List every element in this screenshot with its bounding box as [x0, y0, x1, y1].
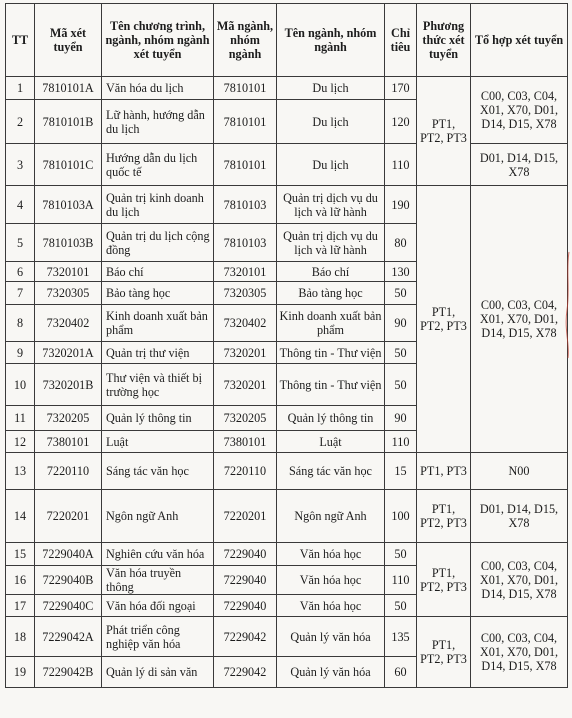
cell-ma-nganh: 7320201	[214, 342, 277, 364]
cell-tt: 3	[6, 144, 35, 186]
cell-ten-nganh: Du lịch	[277, 100, 385, 144]
header-ma-xet-tuyen: Mã xét tuyển	[35, 4, 102, 77]
cell-phuong-thuc: PT1, PT2, PT3	[417, 186, 471, 453]
cell-chuong-trinh: Quản trị kinh doanh du lịch	[102, 186, 214, 224]
cell-ma: 7810101C	[35, 144, 102, 186]
cell-ma: 7320205	[35, 406, 102, 431]
cell-tt: 18	[6, 617, 35, 657]
cell-phuong-thuc: PT1, PT3	[417, 453, 471, 490]
cell-ma: 7229042A	[35, 617, 102, 657]
cell-ma-nganh: 7810101	[214, 77, 277, 100]
cell-ma: 7320201A	[35, 342, 102, 364]
cell-ten-nganh: Quản trị dịch vụ du lịch và lữ hành	[277, 186, 385, 224]
cell-phuong-thuc: PT1, PT2, PT3	[417, 617, 471, 688]
cell-ma: 7320201B	[35, 364, 102, 406]
table-row	[6, 77, 568, 100]
cell-chuong-trinh: Luật	[102, 431, 214, 453]
table-row	[6, 490, 568, 543]
cell-ma: 7810101B	[35, 100, 102, 144]
cell-chi-tieu: 60	[385, 657, 417, 688]
cell-ten-nganh: Văn hóa học	[277, 566, 385, 595]
cell-ma-nganh: 7810103	[214, 186, 277, 224]
cell-ten-nganh: Quản lý văn hóa	[277, 657, 385, 688]
cell-chuong-trinh: Ngôn ngữ Anh	[102, 490, 214, 543]
cell-ma: 7810101A	[35, 77, 102, 100]
cell-ma: 7810103B	[35, 224, 102, 262]
cell-ten-nganh: Quản lý thông tin	[277, 406, 385, 431]
cell-ma-nganh: 7380101	[214, 431, 277, 453]
cell-tt: 7	[6, 282, 35, 305]
cell-tt: 14	[6, 490, 35, 543]
cell-chuong-trinh: Sáng tác văn học	[102, 453, 214, 490]
cell-chi-tieu: 170	[385, 77, 417, 100]
cell-chi-tieu: 130	[385, 262, 417, 282]
cell-ma: 7229042B	[35, 657, 102, 688]
cell-to-hop: C00, C03, C04, X01, X70, D01, D14, D15, X78	[471, 186, 568, 453]
header-ten-chuong-trinh: Tên chương trình, ngành, nhóm ngành xét tuyển	[102, 4, 214, 77]
cell-ma: 7220201	[35, 490, 102, 543]
table-row	[6, 453, 568, 490]
cell-chi-tieu: 110	[385, 431, 417, 453]
cell-chi-tieu: 190	[385, 186, 417, 224]
cell-phuong-thuc: PT1, PT2, PT3	[417, 490, 471, 543]
cell-to-hop: D01, D14, D15, X78	[471, 144, 568, 186]
table-row	[6, 144, 568, 186]
cell-ma-nganh: 7320305	[214, 282, 277, 305]
cell-chuong-trinh: Báo chí	[102, 262, 214, 282]
cell-chi-tieu: 50	[385, 543, 417, 566]
cell-chi-tieu: 110	[385, 566, 417, 595]
cell-ma: 7320402	[35, 305, 102, 342]
cell-chuong-trinh: Văn hóa du lịch	[102, 77, 214, 100]
cell-ma-nganh: 7220110	[214, 453, 277, 490]
cell-tt: 4	[6, 186, 35, 224]
header-chi-tieu: Chỉ tiêu	[385, 4, 417, 77]
cell-chi-tieu: 50	[385, 364, 417, 406]
cell-ten-nganh: Quản lý văn hóa	[277, 617, 385, 657]
margin-mark	[562, 250, 572, 360]
cell-chuong-trinh: Bảo tàng học	[102, 282, 214, 305]
cell-chuong-trinh: Nghiên cứu văn hóa	[102, 543, 214, 566]
cell-chuong-trinh: Lữ hành, hướng dẫn du lịch	[102, 100, 214, 144]
cell-ma-nganh: 7229042	[214, 617, 277, 657]
cell-ten-nganh: Sáng tác văn học	[277, 453, 385, 490]
cell-ma-nganh: 7320201	[214, 364, 277, 406]
cell-tt: 13	[6, 453, 35, 490]
cell-to-hop: D01, D14, D15, X78	[471, 490, 568, 543]
cell-chi-tieu: 90	[385, 406, 417, 431]
cell-ten-nganh: Bảo tàng học	[277, 282, 385, 305]
cell-chuong-trinh: Quản trị thư viện	[102, 342, 214, 364]
cell-ten-nganh: Thông tin - Thư viện	[277, 342, 385, 364]
cell-ten-nganh: Luật	[277, 431, 385, 453]
cell-tt: 9	[6, 342, 35, 364]
cell-chuong-trinh: Phát triển công nghiệp văn hóa	[102, 617, 214, 657]
admission-table	[5, 3, 568, 688]
cell-ma-nganh: 7320205	[214, 406, 277, 431]
cell-ten-nganh: Du lịch	[277, 77, 385, 100]
cell-ma-nganh: 7229040	[214, 595, 277, 617]
cell-ma: 7810103A	[35, 186, 102, 224]
cell-chi-tieu: 100	[385, 490, 417, 543]
cell-chi-tieu: 15	[385, 453, 417, 490]
cell-ma-nganh: 7320101	[214, 262, 277, 282]
cell-chi-tieu: 50	[385, 595, 417, 617]
cell-ma-nganh: 7320402	[214, 305, 277, 342]
cell-ma: 7229040B	[35, 566, 102, 595]
cell-chuong-trinh: Quản lý di sản văn	[102, 657, 214, 688]
header-phuong-thuc: Phương thức xét tuyển	[417, 4, 471, 77]
cell-ten-nganh: Văn hóa học	[277, 595, 385, 617]
cell-tt: 12	[6, 431, 35, 453]
cell-tt: 19	[6, 657, 35, 688]
cell-ma: 7220110	[35, 453, 102, 490]
cell-ma-nganh: 7229040	[214, 566, 277, 595]
cell-ma: 7320305	[35, 282, 102, 305]
header-to-hop: Tổ hợp xét tuyển	[471, 4, 568, 77]
cell-ma-nganh: 7229040	[214, 543, 277, 566]
cell-ten-nganh: Ngôn ngữ Anh	[277, 490, 385, 543]
header-row	[6, 4, 568, 77]
cell-chuong-trinh: Kinh doanh xuất bản phẩm	[102, 305, 214, 342]
cell-ten-nganh: Báo chí	[277, 262, 385, 282]
cell-to-hop: N00	[471, 453, 568, 490]
cell-ma-nganh: 7810101	[214, 100, 277, 144]
cell-phuong-thuc: PT1, PT2, PT3	[417, 77, 471, 186]
cell-chi-tieu: 110	[385, 144, 417, 186]
cell-chi-tieu: 50	[385, 282, 417, 305]
cell-chuong-trinh: Văn hóa đối ngoại	[102, 595, 214, 617]
cell-ten-nganh: Văn hóa học	[277, 543, 385, 566]
table-row	[6, 617, 568, 657]
cell-ten-nganh: Quản trị dịch vụ du lịch và lữ hành	[277, 224, 385, 262]
table-row	[6, 543, 568, 566]
cell-tt: 1	[6, 77, 35, 100]
cell-chuong-trinh: Văn hóa truyền thông	[102, 566, 214, 595]
cell-chi-tieu: 80	[385, 224, 417, 262]
cell-ma: 7380101	[35, 431, 102, 453]
cell-tt: 15	[6, 543, 35, 566]
cell-chi-tieu: 135	[385, 617, 417, 657]
cell-to-hop: C00, C03, C04, X01, X70, D01, D14, D15, X78	[471, 543, 568, 617]
cell-chuong-trinh: Quản trị du lịch cộng đồng	[102, 224, 214, 262]
cell-ma-nganh: 7810101	[214, 144, 277, 186]
cell-to-hop: C00, C03, C04, X01, X70, D01, D14, D15, X78	[471, 77, 568, 144]
cell-ma: 7229040A	[35, 543, 102, 566]
cell-ma-nganh: 7229042	[214, 657, 277, 688]
cell-ma: 7229040C	[35, 595, 102, 617]
cell-tt: 2	[6, 100, 35, 144]
cell-to-hop: C00, C03, C04, X01, X70, D01, D14, D15, X78	[471, 617, 568, 688]
cell-ten-nganh: Du lịch	[277, 144, 385, 186]
cell-ten-nganh: Thông tin - Thư viện	[277, 364, 385, 406]
header-ten-nganh: Tên ngành, nhóm ngành	[277, 4, 385, 77]
cell-tt: 17	[6, 595, 35, 617]
cell-chuong-trinh: Hướng dẫn du lịch quốc tế	[102, 144, 214, 186]
cell-ma-nganh: 7810103	[214, 224, 277, 262]
cell-chuong-trinh: Quản lý thông tin	[102, 406, 214, 431]
cell-phuong-thuc: PT1, PT2, PT3	[417, 543, 471, 617]
cell-tt: 5	[6, 224, 35, 262]
cell-ma: 7320101	[35, 262, 102, 282]
cell-ten-nganh: Kinh doanh xuất bản phẩm	[277, 305, 385, 342]
cell-chi-tieu: 120	[385, 100, 417, 144]
cell-chi-tieu: 50	[385, 342, 417, 364]
header-ma-nganh: Mã ngành, nhóm ngành	[214, 4, 277, 77]
cell-chuong-trinh: Thư viện và thiết bị trường học	[102, 364, 214, 406]
header-tt: TT	[6, 4, 35, 77]
cell-tt: 16	[6, 566, 35, 595]
cell-chi-tieu: 90	[385, 305, 417, 342]
cell-tt: 6	[6, 262, 35, 282]
cell-tt: 10	[6, 364, 35, 406]
table-row	[6, 186, 568, 224]
cell-ma-nganh: 7220201	[214, 490, 277, 543]
cell-tt: 8	[6, 305, 35, 342]
cell-tt: 11	[6, 406, 35, 431]
